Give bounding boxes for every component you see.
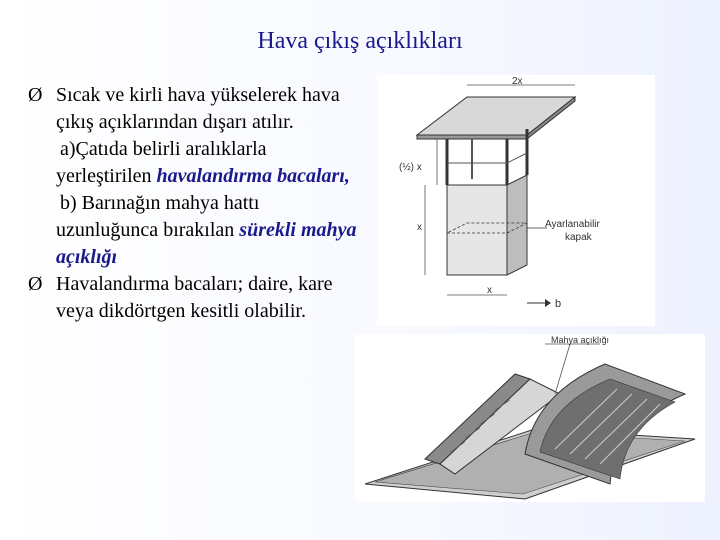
dim-x-bottom-label: x (487, 285, 492, 296)
arrow-bullet-icon: Ø (28, 273, 43, 295)
dim-b-label: b (555, 298, 562, 310)
bullet-1-text: Sıcak ve kirli hava yükselerek hava çıkış açıklarından dışarı atılır. (56, 84, 340, 133)
sub-b-emphasis: sürekli mahya açıklığı (56, 219, 357, 268)
ridge-drawing (355, 334, 705, 502)
ridge-figure (355, 334, 705, 502)
valve-label: Ayarlanabilir (545, 219, 600, 230)
bullet-item-2 (28, 271, 358, 325)
chimney-figure (377, 75, 655, 326)
valve-label-2: kapak (565, 232, 592, 243)
bullet-2-text: Havalandırma bacaları; daire, kare veya dikdörtgen kesitli olabilir. (56, 273, 333, 322)
sub-a-text: a)Çatıda belirli aralıklarla yerleştirilen (56, 138, 267, 187)
sub-item-b (28, 190, 358, 271)
bullet-item-1 (28, 82, 358, 136)
ridge-opening-label: Mahya açıklığı (551, 335, 610, 345)
sub-item-a (28, 136, 358, 190)
chimney-drawing (377, 75, 655, 326)
slide-title: Hava çıkış açıklıkları (257, 28, 463, 54)
sub-a-emphasis: havalandırma bacaları, (156, 165, 350, 187)
arrow-bullet-icon: Ø (28, 84, 43, 106)
dim-half-x-label: (½) x (399, 162, 422, 173)
sub-b-text: b) Barınağın mahya hattı uzunluğunca bırakılan (56, 192, 260, 241)
dim-x-left-label: x (417, 222, 422, 233)
dim-2x-label: 2x (512, 76, 523, 87)
bullet-list (28, 82, 358, 325)
